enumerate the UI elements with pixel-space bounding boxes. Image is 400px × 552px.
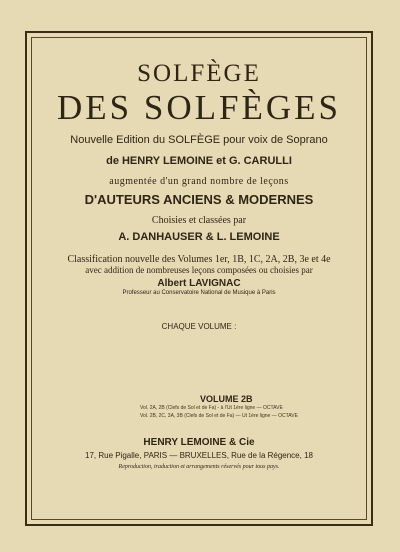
lavignac-name: Albert LAVIGNAC <box>157 278 241 289</box>
volume-detail-1: Vol. 2A, 2B (Clefs de Sol et de Fa) - à l'Ut 1ère ligne — OCTAVE <box>140 405 283 411</box>
ancient-modern-heading: D'AUTEURS ANCIENS & MODERNES <box>84 192 314 207</box>
publisher-address: 17, Rue Pigalle, PARIS — BRUXELLES, Rue de la Régence, 18 <box>85 451 313 460</box>
handwritten-signature <box>314 5 355 22</box>
title-line-1: SOLFÈGE <box>137 60 261 87</box>
subtitle: Nouvelle Edition du SOLFÈGE pour voix de Soprano <box>70 134 328 146</box>
classification-line-1: Classification nouvelle des Volumes 1er, 1B, 1C, 2A, 2B, 3e et 4e <box>67 254 331 265</box>
classification-line-2: avec addition de nombreuses leçons composées ou choisies par <box>85 265 313 275</box>
authors: de HENRY LEMOINE et G. CARULLI <box>106 155 292 167</box>
volume-detail-2: Vol. 2B, 2C, 3A, 3B (Clefs de Sol et de Fa) — Ut 1ère ligne — OCTAVE <box>140 413 298 419</box>
rights-note: Reproduction, traduction et arrangements réservés pour tous pays. <box>118 464 280 470</box>
lavignac-role: Professeur au Conservatoire National de Musique à Paris <box>122 290 276 296</box>
chosen-text: Choisies et classées par <box>151 215 247 226</box>
publisher-name: HENRY LEMOINE & Cie <box>143 437 255 448</box>
title-line-2: DES SOLFÈGES <box>57 88 341 127</box>
volume-label: VOLUME 2B <box>200 394 253 404</box>
editors: A. DANHAUSER & L. LEMOINE <box>118 231 280 243</box>
augmented-text: augmentée d'un grand nombre de leçons <box>109 176 289 187</box>
each-volume-label: CHAQUE VOLUME : <box>161 322 237 331</box>
